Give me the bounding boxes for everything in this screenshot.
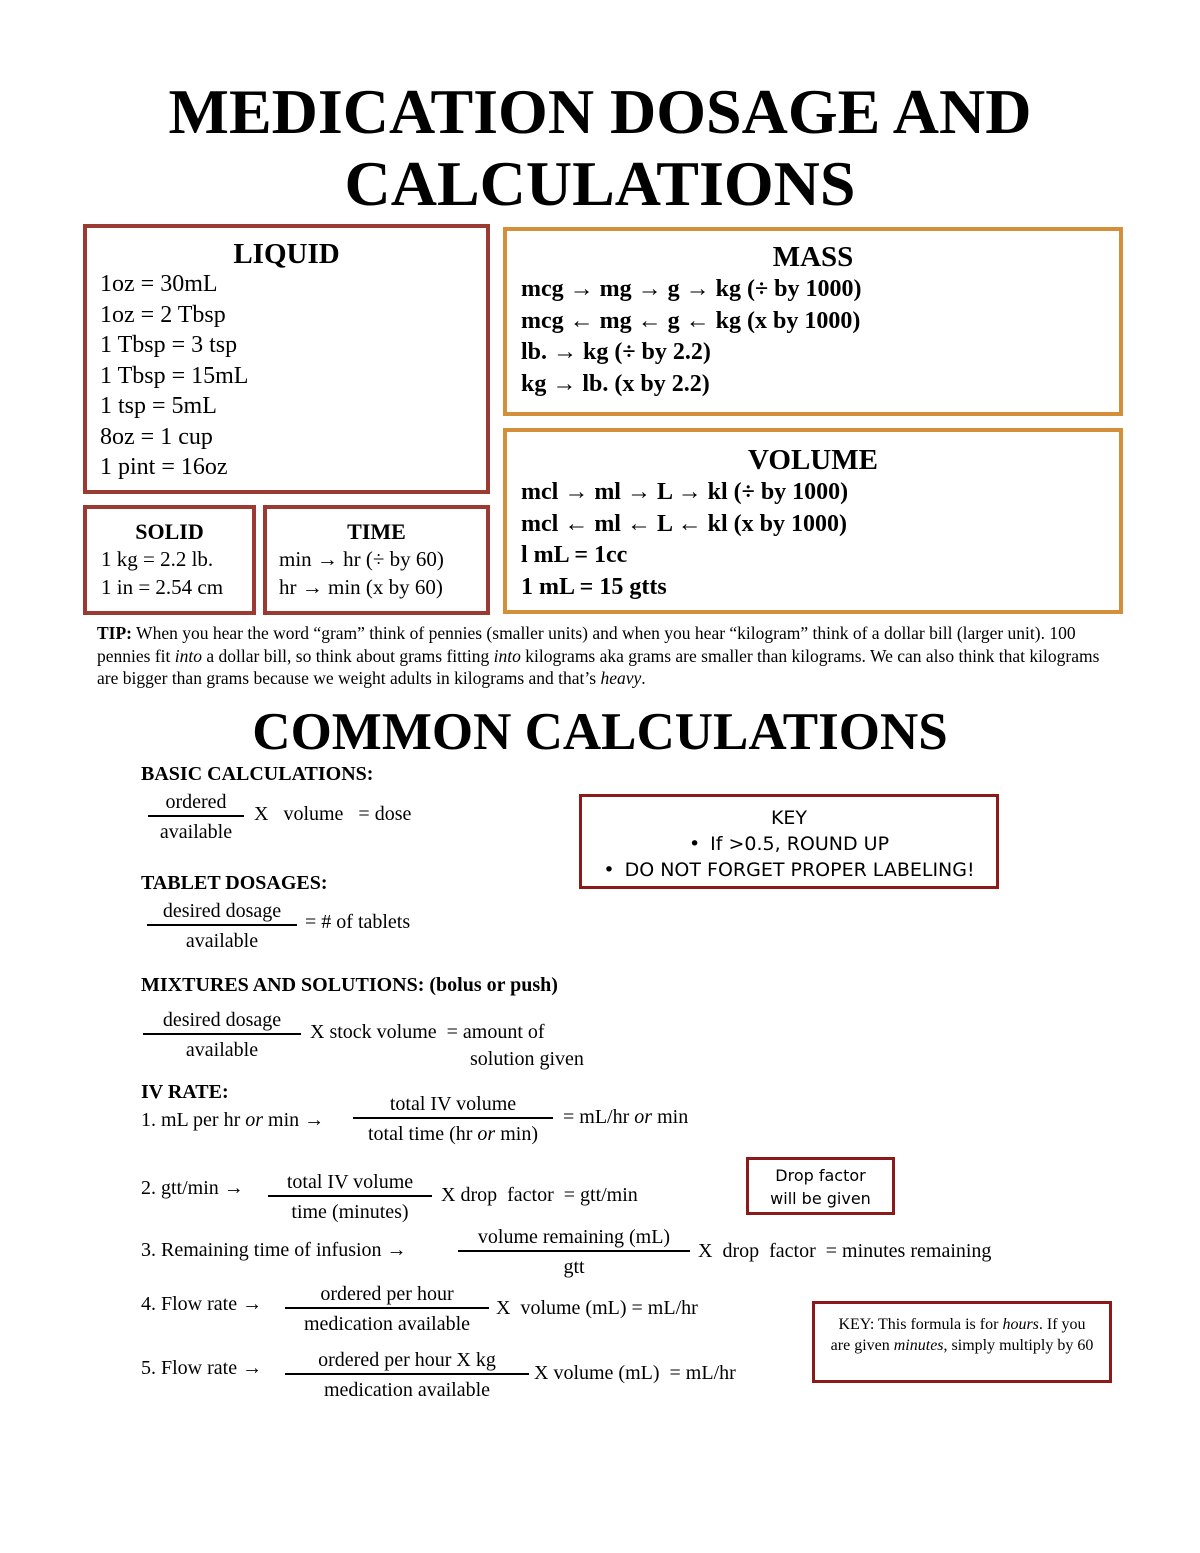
iv-row-3-rest: X drop factor = minutes remaining (698, 1240, 992, 1262)
iv-row-2-prefix: 2. gtt/min → (141, 1177, 244, 1199)
iv-row-2-rest: X drop factor = gtt/min (441, 1184, 638, 1206)
basic-calculations-label: BASIC CALCULATIONS: (141, 763, 374, 785)
iv-row-5-prefix: 5. Flow rate → (141, 1357, 263, 1379)
solid-line: 1 kg = 2.2 lb. (101, 547, 214, 571)
solid-heading: SOLID (135, 519, 204, 544)
volume-box (503, 428, 1123, 614)
fraction-numerator: desired dosage (143, 1008, 301, 1035)
solid-line: 1 in = 2.54 cm (101, 575, 224, 599)
iv-row-1-rest: = mL/hr or min (563, 1106, 689, 1128)
time-line: min → hr (÷ by 60) (279, 547, 444, 571)
key-title: KEY (770, 807, 808, 829)
liquid-line: 1oz = 2 Tbsp (100, 301, 226, 328)
fraction-denominator: available (185, 930, 259, 952)
fraction-denominator: available (185, 1039, 259, 1061)
fraction-numerator: total IV volume (268, 1170, 432, 1197)
mass-line: kg → lb. (x by 2.2) (521, 370, 710, 397)
time-box (263, 505, 490, 615)
mixtures-formula-rest: X stock volume = amount of (310, 1021, 545, 1043)
volume-heading: VOLUME (748, 444, 878, 476)
iv-row-4-rest: X volume (mL) = mL/hr (496, 1297, 698, 1319)
iv-rate-label: IV RATE: (141, 1081, 229, 1103)
solid-box (83, 505, 256, 615)
iv-row-4-fraction (285, 1282, 489, 1337)
common-calculations-heading: COMMON CALCULATIONS (252, 703, 948, 761)
key-item: • DO NOT FORGET PROPER LABELING! (582, 857, 996, 883)
mixtures-fraction (143, 1008, 301, 1063)
tip-label: TIP: (97, 623, 132, 643)
iv-row-2-fraction (268, 1170, 432, 1225)
mass-line: lb. → kg (÷ by 2.2) (521, 339, 711, 365)
liquid-heading: LIQUID (233, 238, 340, 270)
time-line: hr → min (x by 60) (279, 575, 443, 599)
fraction-numerator: ordered (148, 790, 244, 817)
mass-line: mcg → mg → g → kg (÷ by 1000) (521, 276, 862, 302)
fraction-numerator: desired dosage (147, 899, 297, 926)
hours-key-note: KEY: This formula is for hours. If you are given minutes, simply multiply by 60 (812, 1301, 1112, 1383)
fraction-numerator: volume remaining (mL) (458, 1225, 690, 1252)
fraction-denominator: total time (hr or min) (368, 1123, 538, 1145)
liquid-box (83, 224, 490, 494)
tablet-fraction (147, 899, 297, 954)
drop-factor-note: Drop factor will be given (746, 1157, 895, 1215)
key-item: • If >0.5, ROUND UP (582, 831, 996, 857)
mass-line: mcg ← mg ← g ← kg (x by 1000) (521, 307, 861, 334)
liquid-line: 1 Tbsp = 3 tsp (100, 332, 238, 358)
iv-row-4-prefix: 4. Flow rate → (141, 1293, 263, 1315)
iv-row-3-prefix: 3. Remaining time of infusion → (141, 1239, 407, 1261)
title-line-1: MEDICATION DOSAGE AND (168, 76, 1032, 147)
fraction-denominator: available (159, 821, 233, 843)
volume-line: mcl → ml → L → kl (÷ by 1000) (521, 479, 849, 505)
fraction-denominator: medication available (303, 1313, 471, 1335)
volume-line: l mL = 1cc (521, 542, 628, 568)
mass-heading: MASS (772, 241, 854, 273)
liquid-line: 1 pint = 16oz (100, 454, 228, 480)
liquid-line: 1 Tbsp = 15mL (100, 362, 249, 389)
liquid-line: 1 tsp = 5mL (100, 393, 217, 419)
volume-line: mcl ← ml ← L ← kl (x by 1000) (521, 510, 848, 537)
basic-fraction (148, 790, 244, 845)
solid-list (87, 545, 252, 601)
iv-row-1-prefix: 1. mL per hr or min → (141, 1109, 325, 1131)
key-list (582, 831, 996, 883)
mass-box (503, 227, 1123, 416)
tip-paragraph: TIP: When you hear the word “gram” think of pennies (smaller units) and when you hear “kilogram” think of a dollar bill (larger unit). 100 pennies fit into a dollar bill, so think about grams fitting into kilograms aka grams are smaller than kilograms. We can also think that kilograms are bigger than grams because we weight adults in kilograms and that’s heavy. (97, 623, 1100, 688)
title-line-2: CALCULATIONS (344, 148, 856, 219)
fraction-denominator: gtt (563, 1256, 585, 1278)
liquid-line: 8oz = 1 cup (100, 423, 213, 450)
fraction-denominator: time (minutes) (291, 1201, 409, 1223)
iv-row-1-fraction (353, 1092, 553, 1147)
page-title (0, 76, 1200, 220)
mixtures-label: MIXTURES AND SOLUTIONS: (bolus or push) (141, 974, 558, 996)
tablet-formula-rest: = # of tablets (305, 911, 411, 933)
basic-formula-rest: X volume = dose (254, 803, 412, 825)
time-list (267, 545, 486, 601)
liquid-line: 1oz = 30mL (100, 271, 218, 297)
time-heading: TIME (347, 519, 406, 544)
volume-line: 1 mL = 15 gtts (521, 573, 667, 600)
mixtures-formula-rest-2: solution given (470, 1048, 584, 1070)
key-box (579, 794, 999, 889)
liquid-list (87, 269, 486, 483)
fraction-numerator: ordered per hour X kg (285, 1348, 529, 1375)
volume-list (507, 477, 1119, 603)
tablet-dosages-label: TABLET DOSAGES: (141, 872, 328, 894)
fraction-numerator: total IV volume (353, 1092, 553, 1119)
iv-row-3-fraction (458, 1225, 690, 1280)
iv-row-5-fraction (285, 1348, 529, 1403)
fraction-denominator: medication available (323, 1379, 491, 1401)
fraction-numerator: ordered per hour (285, 1282, 489, 1309)
mass-list (507, 274, 1119, 400)
iv-row-5-rest: X volume (mL) = mL/hr (534, 1362, 736, 1384)
